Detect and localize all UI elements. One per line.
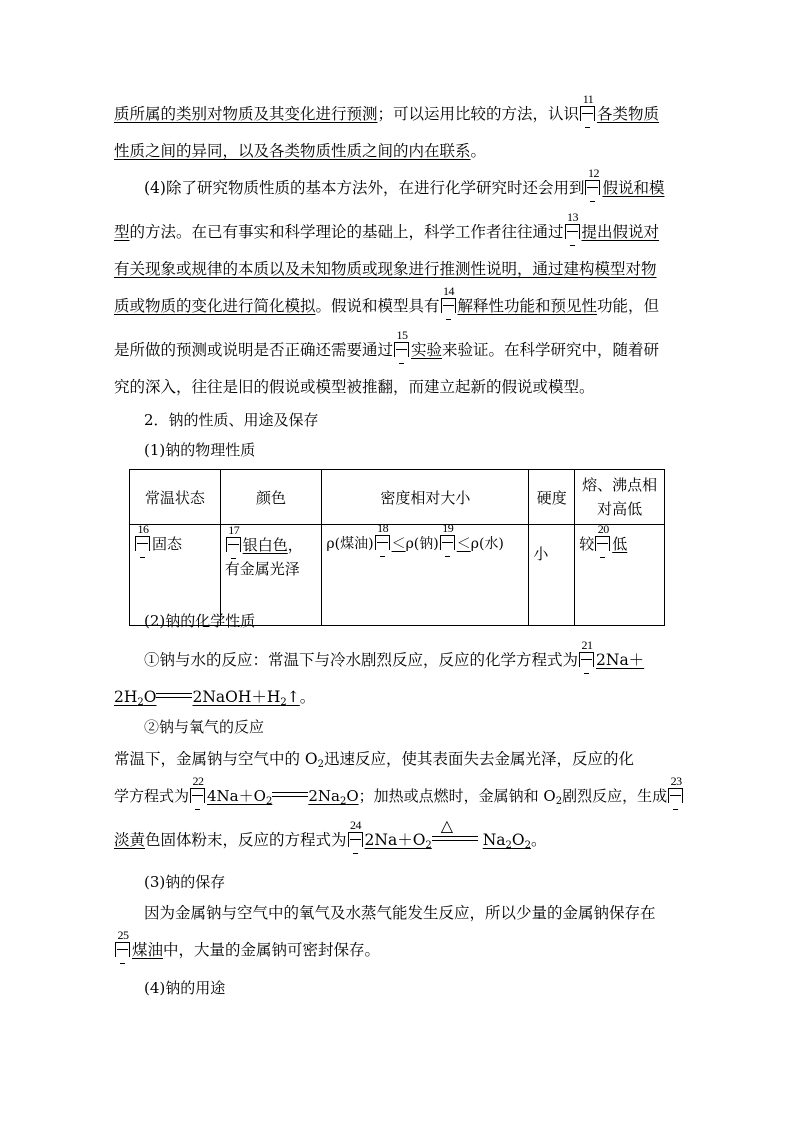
- answer-box: 22: [190, 788, 205, 803]
- equation-line: $2H_2O$ $2NaOH+H_2↑$。: [114, 688, 316, 708]
- paragraph-line: 型的方法。在已有事实和科学理论的基础上，科学工作者往往通过 13 提出假说对: [114, 210, 660, 241]
- answer-box: 11: [580, 106, 595, 121]
- sodium-physical-properties-table: [129, 469, 665, 626]
- answer-box: 18: [375, 535, 390, 550]
- answer-box: 19: [440, 535, 455, 550]
- table-cell: 小: [529, 525, 575, 626]
- subsection-heading: (2)钠的化学性质: [144, 612, 256, 630]
- heat-triangle-icon: △: [440, 816, 454, 835]
- answer-box: 24: [348, 832, 363, 847]
- equals-sign: [272, 790, 308, 800]
- section-heading: 2．钠的性质、用途及保存: [144, 411, 319, 429]
- table-header-cell: 常温状态: [130, 470, 221, 525]
- table-header-row: [130, 470, 665, 525]
- answer-box: 15: [394, 342, 409, 357]
- paragraph-line: (4)除了研究物质性质的基本方法外，在进行化学研究时还会用到 12 假说和模: [144, 166, 665, 197]
- table-cell: 16 固态: [130, 525, 221, 626]
- paragraph-line: 学方程式为 22 $4Na+O_2$ $2Na_2O$；加热或点燃时，金属钠和 $O_2$剧烈反应，生成 23: [114, 774, 682, 807]
- subsection-heading: (4)钠的用途: [144, 979, 226, 997]
- answer-box: 23: [668, 788, 683, 803]
- paragraph-line: 有关现象或规律的本质以及未知物质或现象进行推测性说明，通过建构模型对物: [114, 260, 657, 278]
- paragraph-line: 质所属的类别对物质及其变化进行预测；可以运用比较的方法，认识 11 各类物质: [114, 92, 660, 123]
- paragraph-line: 常温下，金属钠与空气中的 $O_2$迅速反应，使其表面失去金属光泽，反应的化: [114, 750, 635, 770]
- table-cell: 较 20 低: [575, 525, 665, 626]
- paragraph-line: ①钠与水的反应：常温下与冷水剧烈反应，反应的化学方程式为 21 2Na＋: [144, 638, 645, 669]
- subsection-heading: (1)钠的物理性质: [144, 441, 256, 459]
- equals-sign: [432, 816, 478, 844]
- table-cell: ρ(煤油) 18 ＜ρ(钠) 19 ＜ρ(水): [322, 525, 529, 626]
- paragraph-line: 性质之间的异同，以及各类物质性质之间的内在联系。: [114, 142, 487, 160]
- answer-box: 12: [585, 180, 600, 195]
- answer-box: 25: [115, 942, 130, 957]
- answer-box: 14: [441, 298, 456, 313]
- answer-box: 17: [226, 537, 241, 552]
- table-header-cell: 颜色: [220, 470, 322, 525]
- paragraph-line: 是所做的预测或说明是否正确还需要通过 15 实验来验证。在科学研究中，随着研: [114, 328, 660, 359]
- paragraph-line: 究的深入，往往是旧的假说或模型被推翻，而建立起新的假说或模型。: [114, 378, 595, 396]
- table-header-cell: 密度相对大小: [322, 470, 529, 525]
- answer-box: 21: [579, 652, 594, 667]
- equation-line: 淡黄色固体粉末，反应的方程式为 24 $2Na+O_2$ △ $Na_2O_2$。: [114, 816, 547, 851]
- table-cell: 17 银白色，有金属光泽: [220, 525, 322, 626]
- answer-box: 16: [135, 536, 150, 551]
- subsection-heading: (3)钠的保存: [144, 873, 226, 891]
- answer-box: 20: [595, 536, 610, 551]
- paragraph-line: 25 煤油中，大量的金属钠可密封保存。: [114, 940, 684, 960]
- paragraph-line: 因为金属钠与空气中的氧气及水蒸气能发生反应，所以少量的金属钠保存在: [144, 904, 656, 922]
- table-header-cell: 硬度: [529, 470, 575, 525]
- subsection-heading: ②钠与氧气的反应: [144, 718, 265, 736]
- table-header-cell: 熔、沸点相对高低: [575, 470, 665, 525]
- answer-box: 13: [565, 224, 580, 239]
- equals-sign: [156, 691, 192, 701]
- paragraph-line: 质或物质的变化进行简化模拟。假说和模型具有 14 解释性功能和预见性功能，但: [114, 284, 660, 315]
